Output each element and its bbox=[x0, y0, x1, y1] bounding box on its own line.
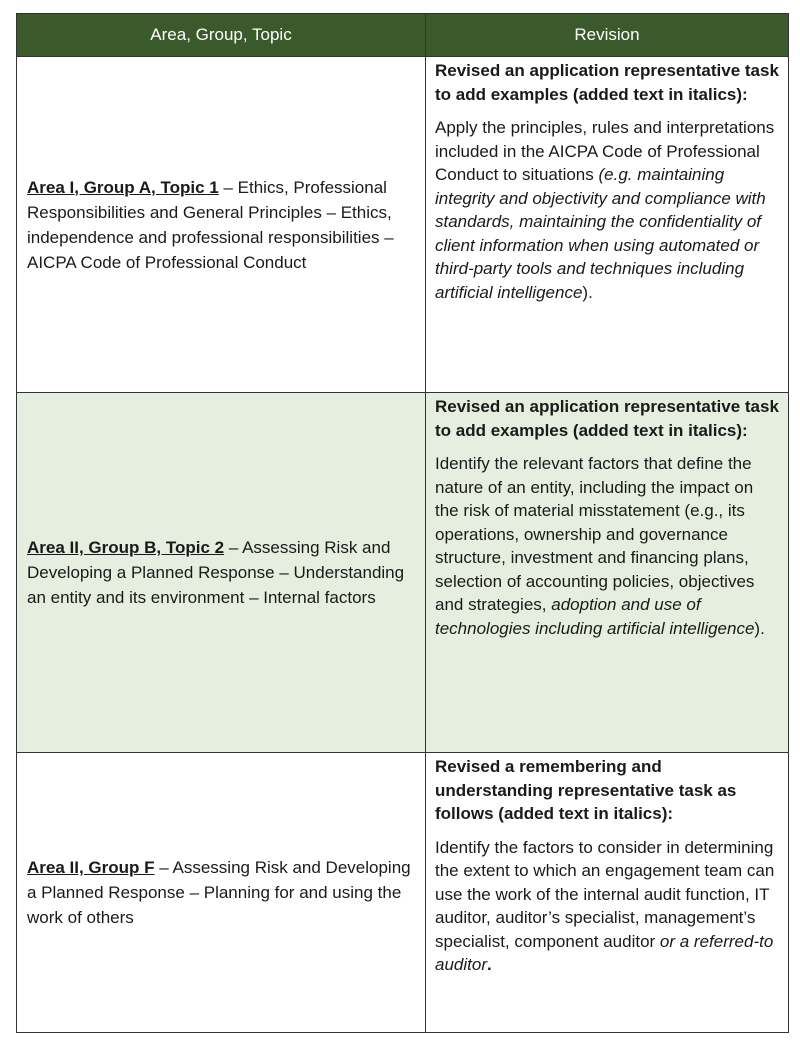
revision-end-text: ). bbox=[754, 618, 765, 638]
revision-added-text: or a referred-to auditor bbox=[435, 931, 774, 974]
revision-text bbox=[435, 452, 780, 640]
topic-description: – Assessing Risk and Developing a Planned Response – Understanding an entity and its environment – Internal factors bbox=[27, 538, 405, 607]
topic-description: – Ethics, Professional Responsibilities and General Principles – Ethics, independence and professional responsibilities – AICPA Code of Professional Conduct bbox=[27, 177, 394, 272]
header-area-group-topic: Area, Group, Topic bbox=[17, 14, 426, 57]
revision-cell bbox=[426, 753, 789, 1033]
revision-added-text: (e.g. maintaining integrity and objectivity and compliance with standards, maintaining the confidentiality of client information when using automated or third-party tools and techniques including artificial intelligence bbox=[435, 165, 766, 302]
revision-text bbox=[435, 116, 780, 304]
revision-cell bbox=[426, 57, 789, 393]
topic-code: Area II, Group B, Topic 2 bbox=[27, 538, 225, 557]
table-row bbox=[17, 753, 789, 1033]
revision-end-text: ). bbox=[582, 282, 593, 302]
revision-plain-text: Apply the principles, rules and interpretations included in the AICPA Code of Professional Conduct to situations bbox=[435, 118, 775, 184]
revision-text bbox=[435, 836, 780, 977]
topic-cell bbox=[17, 393, 426, 753]
revision-heading: Revised a remembering and understanding representative task as follows (added text in italics): bbox=[435, 757, 737, 823]
header-row bbox=[17, 14, 789, 57]
topic-cell bbox=[17, 753, 426, 1033]
header-revision: Revision bbox=[426, 14, 789, 57]
topic-code: Area I, Group A, Topic 1 bbox=[27, 177, 219, 197]
topic-description: – Assessing Risk and Developing a Planned Response – Planning for and using the work of others bbox=[27, 858, 411, 927]
revision-plain-text: Identify the factors to consider in determining the extent to which an engagement team can use the work of the internal audit function, IT auditor, auditor’s specialist, management’s specialist, component auditor bbox=[435, 837, 775, 951]
revisions-table bbox=[16, 13, 789, 1033]
revision-end-text: . bbox=[486, 955, 492, 974]
topic-cell bbox=[17, 57, 426, 393]
revision-plain-text: Identify the relevant factors that define the nature of an entity, including the impact on the risk of material misstatement (e.g., its operations, ownership and governance structure, investment and financing plans, selection of accounting policies, objectives and strategies, bbox=[435, 454, 755, 614]
revision-heading: Revised an application representative task to add examples (added text in italics): bbox=[435, 397, 779, 440]
topic-code: Area II, Group F bbox=[27, 858, 155, 877]
revision-cell bbox=[426, 393, 789, 753]
revision-heading: Revised an application representative task to add examples (added text in italics): bbox=[435, 61, 779, 104]
revision-added-text: adoption and use of technologies including artificial intelligence bbox=[435, 595, 755, 638]
table-row bbox=[17, 393, 789, 753]
table-row bbox=[17, 57, 789, 393]
